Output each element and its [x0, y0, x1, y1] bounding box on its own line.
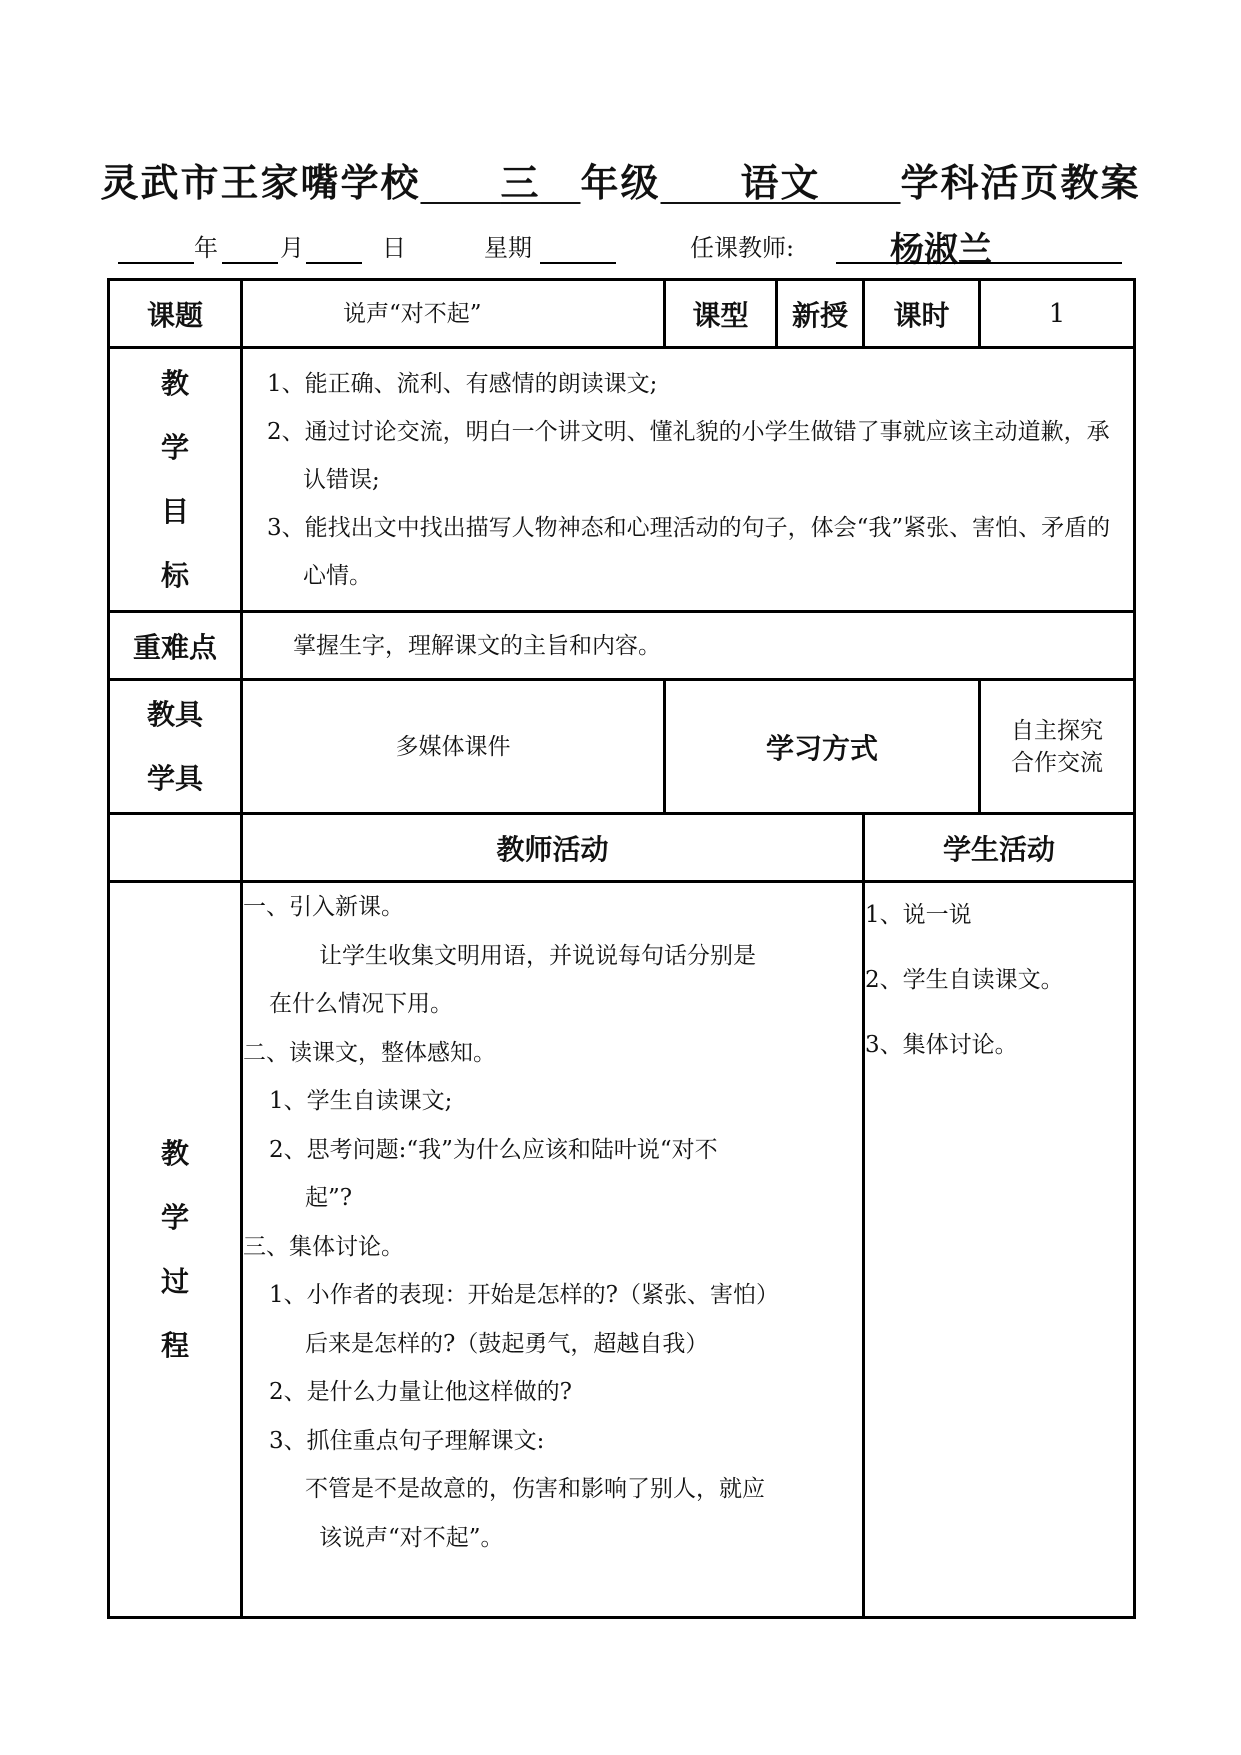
tools-row — [109, 680, 1135, 814]
process-label-char: 教 — [160, 1136, 189, 1170]
teacher-activity-line: 该说声“对不起”。 — [319, 1524, 504, 1551]
day-blank — [306, 262, 362, 264]
student-activity-line: 2、学生自读课文。 — [865, 967, 1064, 993]
month-label: 月 — [280, 234, 304, 262]
learning-method-label: 学习方式 — [665, 680, 980, 814]
student-activity-line: 1、说一说 — [865, 902, 972, 928]
tools-label — [109, 680, 242, 814]
objectives-label-char: 教 — [160, 366, 189, 400]
month-blank — [222, 262, 278, 264]
title-suffix: 学科活页教案 — [900, 160, 1141, 205]
objectives-label-char: 目 — [160, 494, 189, 528]
teacher-activity-line: 3、抓住重点句子理解课文: — [269, 1427, 545, 1454]
hours-label: 课时 — [864, 280, 980, 348]
weekday-label: 星期 — [484, 234, 532, 262]
lesson-plan-table — [107, 278, 1136, 1619]
learning-method-line: 自主探究 — [1011, 717, 1103, 744]
teacher-blank — [836, 262, 1122, 264]
tools-label-line: 学具 — [146, 761, 203, 795]
objectives-label — [109, 348, 242, 612]
teacher-activity-header: 教师活动 — [242, 814, 864, 882]
objective-item: 1、能正确、流利、有感情的朗读课文; — [267, 370, 658, 397]
year-blank — [118, 262, 194, 264]
process-label — [109, 882, 242, 1618]
teacher-activity-line: 1、学生自读课文; — [269, 1088, 453, 1114]
teacher-activity-line: 后来是怎样的?（鼓起勇气，超越自我） — [305, 1330, 709, 1357]
subject-value: 语文 — [740, 160, 821, 205]
teacher-activity-line: 起”? — [305, 1185, 353, 1211]
teacher-activity-line: 让学生收集文明用语，并说说每句话分别是 — [319, 942, 756, 969]
day-label: 日 — [382, 234, 406, 262]
activities-header-blank — [109, 814, 242, 882]
learning-method-value — [980, 680, 1135, 814]
topic-label: 课题 — [109, 280, 242, 348]
topic-row — [109, 280, 1135, 348]
key-points-row — [109, 612, 1135, 680]
teacher-activity-line: 在什么情况下用。 — [269, 991, 453, 1017]
process-label-char: 过 — [160, 1264, 189, 1298]
year-label: 年 — [194, 234, 218, 262]
teacher-label: 任课教师: — [690, 234, 795, 262]
process-row — [109, 882, 1135, 1618]
student-activity-line: 3、集体讨论。 — [865, 1032, 1018, 1058]
objectives-list — [242, 348, 1135, 612]
grade-label: 年级 — [580, 160, 661, 205]
objective-item: 3、能找出文中找出描写人物神态和心理活动的句子，体会“我”紧张、害怕、矛盾的心情。 — [267, 514, 1111, 589]
objective-item: 2、通过讨论交流，明白一个讲文明、懂礼貌的小学生做错了事就应该主动道歉，承认错误; — [267, 418, 1110, 493]
teacher-activity-content — [242, 882, 864, 1618]
activities-header-row — [109, 814, 1135, 882]
process-label-char: 学 — [160, 1200, 189, 1234]
objectives-row — [109, 348, 1135, 612]
tools-label-line: 教具 — [146, 697, 203, 731]
teacher-activity-line: 2、是什么力量让他这样做的? — [269, 1379, 572, 1405]
school-name: 灵武市王家嘴学校 — [100, 160, 421, 205]
teacher-activity-line: 二、读课文，整体感知。 — [243, 1039, 496, 1066]
student-activity-header: 学生活动 — [864, 814, 1135, 882]
type-value: 新授 — [777, 280, 864, 348]
tools-value: 多媒体课件 — [242, 680, 665, 814]
teacher-activity-line: 一、引入新课。 — [243, 894, 404, 920]
teacher-activity-line: 1、小作者的表现：开始是怎样的?（紧张、害怕） — [269, 1282, 779, 1308]
objectives-label-char: 标 — [160, 558, 189, 592]
key-points-label: 重难点 — [109, 612, 242, 680]
student-activity-content — [864, 882, 1135, 1618]
hours-value: 1 — [980, 280, 1135, 348]
topic-value: 说声“对不起” — [242, 280, 665, 348]
teacher-name: 杨淑兰 — [890, 230, 992, 270]
teacher-activity-line: 2、思考问题:“我”为什么应该和陆叶说“对不 — [269, 1136, 718, 1163]
grade-value: 三 — [500, 160, 541, 205]
teacher-activity-line: 不管是不是故意的，伤害和影响了别人，就应 — [305, 1476, 765, 1502]
document-title — [0, 152, 1241, 207]
learning-method-line: 合作交流 — [1011, 749, 1103, 776]
key-points-text: 掌握生字，理解课文的主旨和内容。 — [242, 612, 1135, 680]
type-label: 课型 — [665, 280, 777, 348]
weekday-blank — [540, 262, 616, 264]
objectives-label-char: 学 — [160, 430, 189, 464]
teacher-activity-line: 三、集体讨论。 — [243, 1233, 404, 1260]
process-label-char: 程 — [160, 1328, 189, 1362]
